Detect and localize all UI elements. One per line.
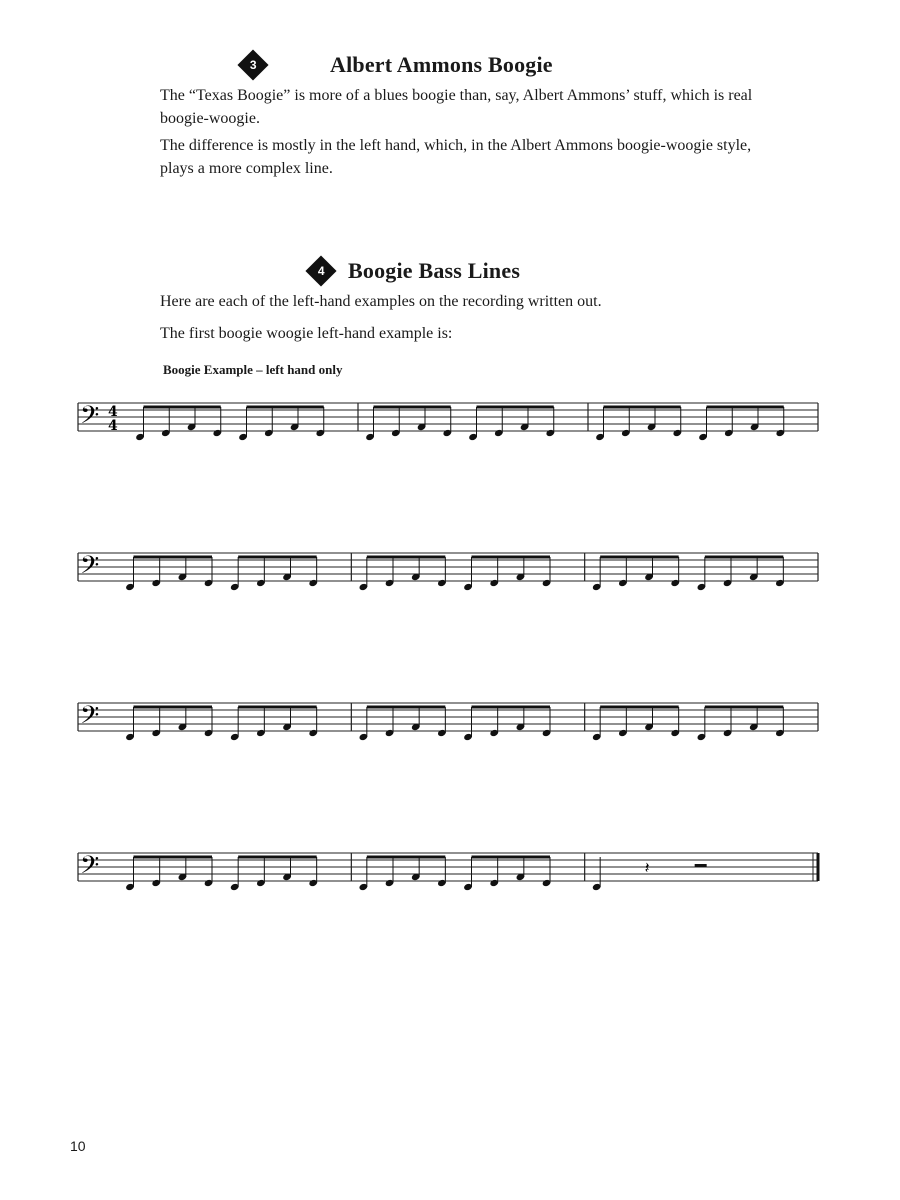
page-number: 10 <box>70 1138 86 1154</box>
staff-system <box>60 535 830 625</box>
section-title: Albert Ammons Boogie <box>330 52 553 77</box>
time-signature-top: 4 <box>108 404 118 420</box>
bass-clef-staff <box>60 685 830 775</box>
time-signature-bottom: 4 <box>108 418 118 434</box>
paragraph: Here are each of the left-hand examples on the recording written out. <box>160 293 602 310</box>
bass-clef-icon: 𝄢 <box>80 701 100 736</box>
section-title: Boogie Bass Lines <box>348 258 521 283</box>
staff-system <box>60 835 830 925</box>
section-number-badge: 3 <box>237 49 268 80</box>
section-heading-4 <box>310 258 520 284</box>
quarter-rest-icon: 𝄽 <box>644 858 650 877</box>
section-number-badge: 4 <box>305 255 336 286</box>
bass-clef-icon: 𝄢 <box>80 401 100 436</box>
section-heading-3 <box>242 52 553 78</box>
example-label: Boogie Example – left hand only <box>163 362 343 377</box>
bass-clef-staff <box>60 835 830 925</box>
bass-clef-staff <box>60 385 830 475</box>
staff-system <box>60 685 830 775</box>
paragraph: The difference is mostly in the left hand, which, in the Albert Ammons boogie-woogie style, plays a more complex line. <box>160 137 752 177</box>
half-rest-icon <box>695 864 707 867</box>
staff-system <box>60 385 830 475</box>
bass-clef-staff <box>60 535 830 625</box>
bass-clef-icon: 𝄢 <box>80 851 100 886</box>
paragraph: The “Texas Boogie” is more of a blues boogie than, say, Albert Ammons’ stuff, which is real boogie-woogie. <box>160 87 753 127</box>
bass-clef-icon: 𝄢 <box>80 551 100 586</box>
paragraph: The first boogie woogie left-hand example is: <box>160 325 453 342</box>
